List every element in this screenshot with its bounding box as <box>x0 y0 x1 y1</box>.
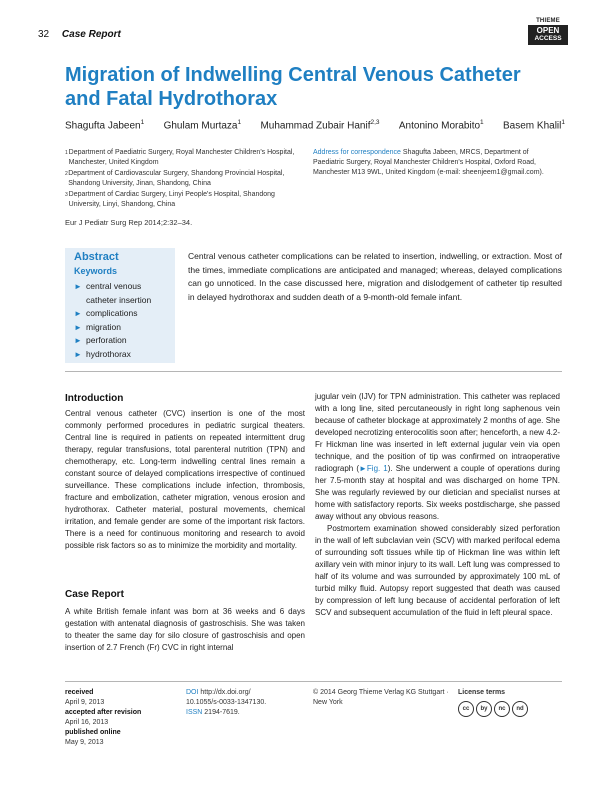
badge-open: OPEN <box>528 25 568 36</box>
bullet-arrow-icon: ► <box>74 322 82 332</box>
by-icon: by <box>476 701 492 717</box>
citation: Eur J Pediatr Surg Rep 2014;2:32–34. <box>65 218 193 227</box>
introduction-heading: Introduction <box>65 393 124 404</box>
case-report-text: A white British female infant was born at 36 weeks and 6 days gestation with antenatal diagnosis of gastroschisis. She was taken to theater the same day for silo closure of gastroschisis and open insertion of 2.7 French (Fr) CVC in right internal <box>65 607 305 652</box>
keyword-item: ► complications <box>74 307 174 321</box>
page-number: 32 <box>38 29 50 40</box>
open-access-badge <box>528 18 568 45</box>
divider <box>65 681 562 682</box>
bullet-arrow-icon: ► <box>74 349 82 359</box>
article-title: Migration of Indwelling Central Venous Catheter and Fatal Hydrothorax <box>65 64 521 110</box>
author: Muhammad Zubair Hanif$^{2,3}$ <box>260 119 380 132</box>
keyword-item: ► migration <box>74 321 174 335</box>
affiliations <box>65 148 300 211</box>
abstract-heading: Abstract <box>74 251 119 263</box>
case-report-heading: Case Report <box>65 589 124 600</box>
correspondence <box>313 148 553 178</box>
keywords-heading: Keywords <box>74 266 118 276</box>
section-label: Case Report <box>61 29 121 40</box>
nd-icon: nd <box>512 701 528 717</box>
paragraph: Postmortem examination showed considerably sized perforation in the wall of left subclavian vein (SCV) with marked perifocal edema of surrounding soft tissues while tip of Hickman line was within left axillary vein with minor injury to its wall. Left lung was compressed to half of its volume and was surrounded by approximately 100 mL of turbid milky fluid. Autopsy report suggested that death was caused by compression of left lung because of accidental perforation of left SCV and subsequent accumulation of the fluid in left pleural space. <box>315 524 560 617</box>
correspondence-text: Shagufta Jabeen, MRCS, Department of Paediatric Surgery, Royal Manchester Children's Hospital, Oxford Road, Manchester M13 9WL, United Kingdom (e-mail: sheenjeem1@gmail.com). <box>313 149 544 176</box>
author: Antonino Morabito$^1$ <box>398 119 484 132</box>
bullet-arrow-icon: ► <box>74 336 82 345</box>
keyword-item: ► hydrothorax <box>74 348 174 362</box>
keyword-list <box>74 280 174 361</box>
license <box>458 688 558 717</box>
nc-icon: nc <box>494 701 510 717</box>
bullet-arrow-icon: ► <box>74 282 82 291</box>
figure-link[interactable]: ►Fig. 1 <box>358 464 388 473</box>
author: Basem Khalil$^1$ <box>503 119 565 132</box>
author: Ghulam Murtaza$^1$ <box>163 119 242 132</box>
doi-link[interactable]: http://dx.doi.org/ <box>198 689 251 696</box>
article-history: received April 9, 2013 accepted after revision April 16, 2013 published online May 9, 2013 <box>65 689 142 746</box>
author: Shagufta Jabeen$^1$ <box>65 119 145 132</box>
author-list <box>65 119 565 131</box>
badge-access: ACCESS <box>528 36 568 45</box>
abstract-text: Central venous catheter complications can be related to insertion, indwelling, or extraction. Most of the times, immediate complications are anticipated and managed; whereas, delayed complications can go unnoticed. In the case discussed here, migration and dislodgement of catheter tip resulted in delayed hydrothorax and sudden death of a 9-month-old female infant. <box>188 251 562 302</box>
badge-publisher: THIEME <box>536 18 560 24</box>
doi-issn: DOI http://dx.doi.org/ 10.1055/s-0033-1347130. ISSN 2194-7619. <box>186 689 267 716</box>
cc-icon: cc <box>458 701 474 717</box>
license-label: License terms <box>458 689 506 696</box>
keyword-item: ► perforation <box>74 334 174 348</box>
bullet-arrow-icon: ► <box>74 309 82 318</box>
affiliation: 2 Department of Cardiovascular Surgery, Shandong Provincial Hospital, Shandong University, Jinan, Shandong, China <box>65 170 285 187</box>
affiliation: 1 Department of Paediatric Surgery, Royal Manchester Children's Hospital, Manchester, United Kingdom <box>65 149 295 166</box>
correspondence-label: Address for correspondence <box>313 149 401 156</box>
introduction-text: Central venous catheter (CVC) insertion is one of the most commonly performed procedures in pediatric surgical theaters. Central line is required in patients on repeated intermittent drug therapy, regular transfusions, total parenteral nutrition (TPN) and chemotherapy, etc. Long-term indwelling central lines remain a constant source of delayed complications irrespective of continued surveillance. These complications include infection, thrombosis, fracture and embolization, catheter migration, venous erosion and hydrothorax. Catheter material, postural movements, chemical irritation, and female gender are some of the important risk factors. There is a need for continuous monitoring and research to avoid possible risk factors so as to minimize the morbidity and mortality. <box>65 409 305 550</box>
case-report-continued <box>315 391 560 619</box>
license-icons <box>458 701 558 717</box>
copyright: © 2014 Georg Thieme Verlag KG Stuttgart · New York <box>313 689 449 706</box>
divider <box>65 371 562 372</box>
affiliation: 3 Department of Cardiac Surgery, Linyi People's Hospital, Shandong University, Linyi, Shandong, China <box>65 191 275 208</box>
paragraph: jugular vein (IJV) for TPN administration. This catheter was replaced with a long line, sited percutaneously in right long saphenous vein because of catheter blockage at approximately 2 months of age. She developed necrotizing enterocolitis soon after; henceforth, a new 4.2-Fr Hickman line was inserted in left external jugular vein via open technique, and the position of tip was confirmed on intraoperative radiograph (►Fig. 1). She underwent a couple of operations during her 7.5-month stay at hospital and was discharged on home TPN. She was regularly reviewed by our dietician and specialist nurses at home with satisfactory reports. Six weeks postdischarge, she passed away without any obvious reasons. <box>315 392 560 521</box>
keyword-item: ► central venous catheter insertion <box>74 280 174 307</box>
page-header <box>38 29 121 40</box>
